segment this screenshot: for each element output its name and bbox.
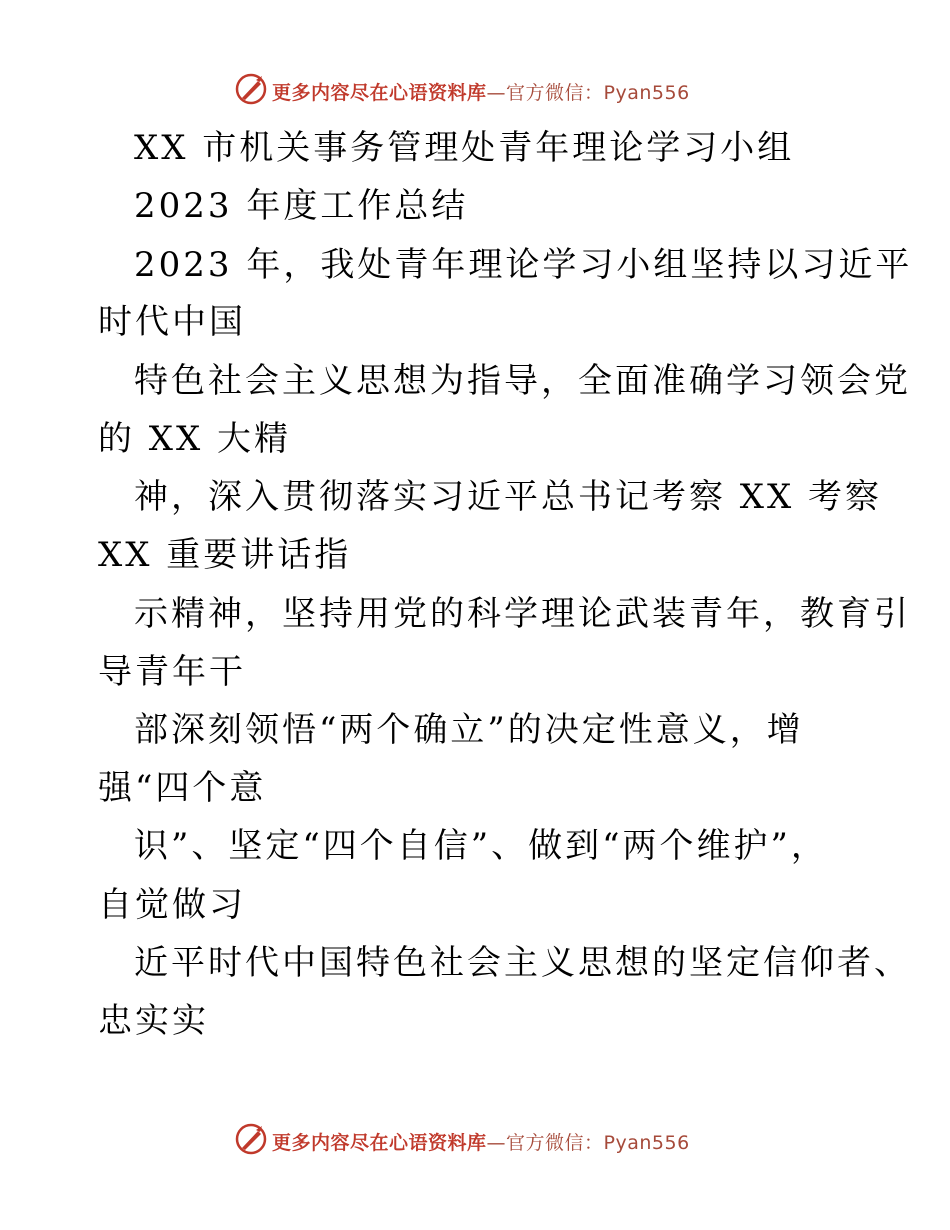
banner-prefix: 更多内容尽在心语资料库 xyxy=(272,82,487,104)
doc-title-line-2: 2023 年度工作总结 xyxy=(134,186,469,226)
banner-text xyxy=(272,78,690,105)
paragraph-line: 导青年干 xyxy=(98,652,246,692)
paragraph-line: 的 XX 大精 xyxy=(98,419,292,459)
banner-suffix: —官方微信：Pyan556 xyxy=(486,1132,690,1154)
banner-text xyxy=(272,1128,690,1155)
banner-prefix: 更多内容尽在心语资料库 xyxy=(272,1132,487,1154)
paragraph-line: 2023 年，我处青年理论学习小组坚持以习近平 xyxy=(134,245,913,285)
banner-suffix: —官方微信：Pyan556 xyxy=(486,82,690,104)
header-banner xyxy=(0,70,950,110)
paragraph-line: 时代中国 xyxy=(98,302,246,342)
paragraph-line: 部深刻领悟“两个确立”的决定性意义，增 xyxy=(134,710,804,750)
quill-logo-icon xyxy=(234,1122,268,1156)
footer-banner xyxy=(0,1120,950,1160)
paragraph-line: 识”、坚定“四个自信”、做到“两个维护”， xyxy=(134,826,828,866)
paragraph-line: 特色社会主义思想为指导，全面准确学习领会党 xyxy=(134,361,911,401)
paragraph-line: 强“四个意 xyxy=(98,768,267,808)
paragraph-line: 近平时代中国特色社会主义思想的坚定信仰者、 xyxy=(134,943,911,983)
quill-logo-icon xyxy=(234,72,268,106)
paragraph-line: XX 重要讲话指 xyxy=(98,535,352,575)
paragraph-line: 忠实实 xyxy=(98,1001,209,1041)
doc-title-line-1: XX 市机关事务管理处青年理论学习小组 xyxy=(134,128,795,168)
paragraph-line: 自觉做习 xyxy=(98,885,246,925)
paragraph-line: 示精神，坚持用党的科学理论武装青年，教育引 xyxy=(134,594,911,634)
paragraph-line: 神，深入贯彻落实习近平总书记考察 XX 考察 xyxy=(134,477,883,517)
